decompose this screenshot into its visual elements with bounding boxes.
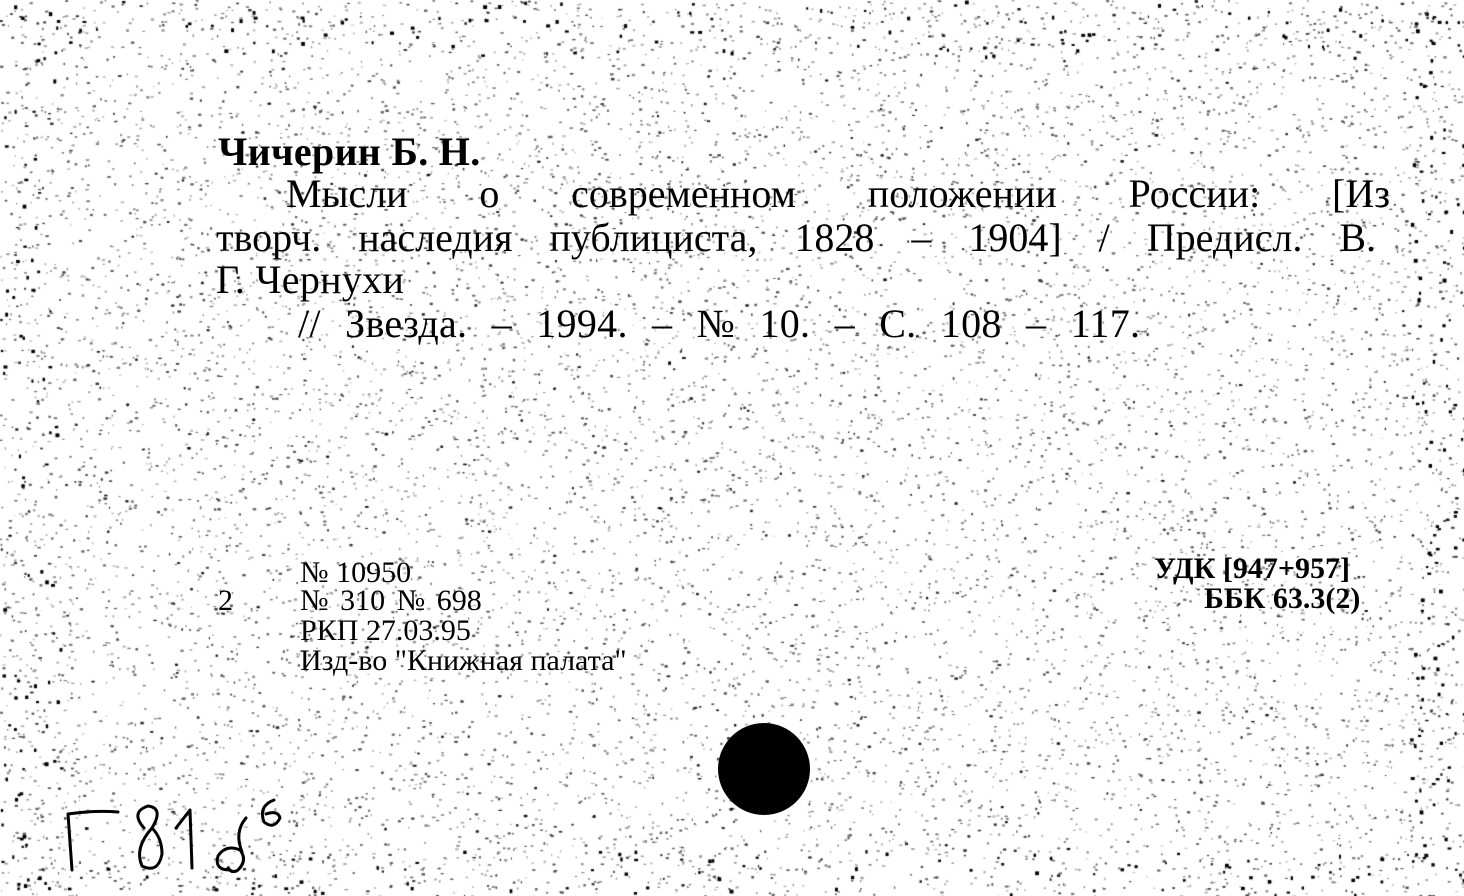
- bbk-code: ББК 63.3(2): [1204, 582, 1361, 615]
- rkp-date: РКП 27.03.95: [300, 614, 471, 647]
- side-number: 2: [218, 584, 233, 617]
- title-line-3: Г. Чернухи: [216, 257, 405, 302]
- title-line-1: Мысли о современном положении России: [Из: [286, 171, 1390, 216]
- punch-hole: [718, 723, 810, 815]
- udk-code: УДК [947+957]: [1154, 552, 1350, 585]
- title-line-2: творч. наследия публициста, 1828 – 1904] / Предисл. В.: [216, 215, 1376, 260]
- record-number: № 10950: [300, 556, 412, 589]
- publisher: Изд-во "Книжная палата": [300, 644, 627, 677]
- author-name: Чичерин Б. Н.: [218, 129, 481, 174]
- source-citation: // Звезда. – 1994. – № 10. – С. 108 – 117.: [298, 301, 1141, 346]
- handwritten-shelf-mark: [58, 770, 318, 880]
- record-numbers: № 310 № 698: [300, 584, 482, 617]
